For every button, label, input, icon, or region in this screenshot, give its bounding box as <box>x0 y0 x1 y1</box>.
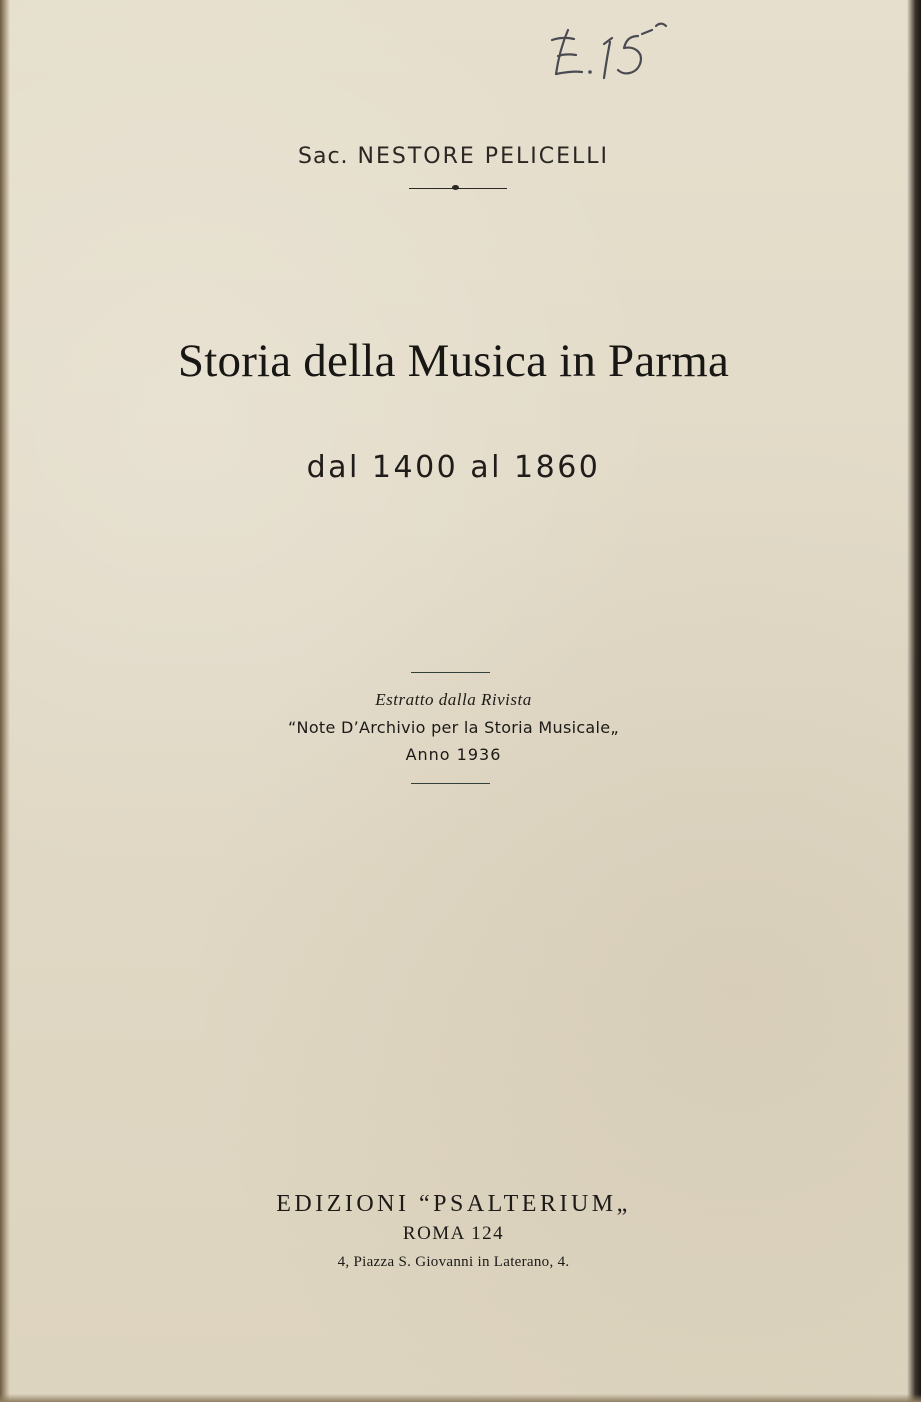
extract-year: Anno 1936 <box>405 745 502 764</box>
author-prefix: Sac. <box>298 144 349 169</box>
page-edge-right <box>907 0 921 1402</box>
book-subtitle: dal 1400 al 1860 <box>306 450 601 485</box>
handwritten-note <box>548 22 688 92</box>
author-divider-ornament <box>452 185 459 190</box>
publisher-city: ROMA 124 <box>402 1223 505 1244</box>
author-line <box>0 144 907 169</box>
publisher-address: 4, Piazza S. Giovanni in Laterano, 4. <box>337 1254 570 1270</box>
page-edge-bottom <box>0 1394 921 1402</box>
extract-divider-top <box>411 672 490 673</box>
publisher-name: EDIZIONI “PSALTERIUM„ <box>276 1191 631 1217</box>
extract-source-label: Estratto dalla Rivista <box>375 690 532 709</box>
extract-journal-name: “Note D’Archivio per la Storia Musicale„ <box>287 718 620 737</box>
book-title: Storia della Musica in Parma <box>177 335 730 387</box>
author-name: NESTORE PELICELLI <box>357 144 609 169</box>
extract-divider-bottom <box>411 783 490 784</box>
